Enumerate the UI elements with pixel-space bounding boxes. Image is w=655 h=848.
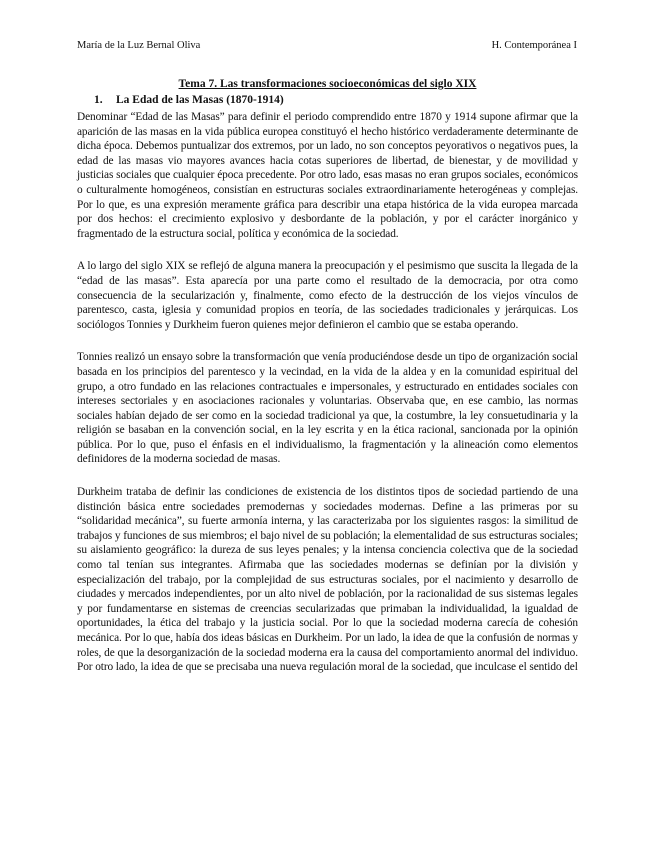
section-number: 1. xyxy=(94,94,103,106)
section-title: La Edad de las Masas (1870-1914) xyxy=(116,94,284,106)
page-title: Tema 7. Las transformaciones socioeconómicas del siglo XIX xyxy=(178,78,477,90)
paragraph-2: A lo largo del siglo XIX se reflejó de alguna manera la preocupación y el pesimismo que suscita la llegada de la “edad de las masas”. Esta aparecía por una parte como el resultado de la democracia, por otra como consecuencia de la secularización y, finalmente, como efecto de la destrucción de los viejos vínculos de parentesco, casta, iglesia y comunidad propios en teoría, de las sociedades tradicionales y jerárquicas. Los sociólogos Tonnies y Durkheim fueron quienes mejor definieron el cambio que se estaba operando. xyxy=(77,260,578,331)
document-body xyxy=(77,110,578,693)
paragraph-1: Denominar “Edad de las Masas” para definir el periodo comprendido entre 1870 y 1914 supone afirmar que la aparición de las masas en la vida pública europea constituyó el hecho histórico verdaderamente determinante de dicha época. Debemos puntualizar dos extremos, por un lado, no son conceptos peyorativos o negativos pues, la edad de las masas vio mayores avances hacia cotas superiores de libertad, de bienestar, y de movilidad y justicias sociales que cualquier época precedente. Por otro lado, esas masas no eran grupos sociales, económicos o culturalmente homogéneos, consistían en estructuras sociales extraordinariamente heterogéneas y complejas. Por lo que, es una expresión meramente gráfica para describir una etapa histórica de la vida europea marcada por dos hechos: el crecimiento explosivo y desbordante de la población, y por el carácter inorgánico y fragmentado de la estructura social, política y económica de la sociedad. xyxy=(77,111,578,240)
paragraph-4: Durkheim trataba de definir las condiciones de existencia de los distintos tipos de sociedad partiendo de una distinción básica entre sociedades premodernas y sociedades modernas. Define a las primeras por su “solidaridad mecánica”, su fuerte armonía interna, y las caracterizaba por los siguientes rasgos: la similitud de trabajos y funciones de sus miembros; el bajo nivel de su población; la elementalidad de sus estructuras sociales; su aislamiento geográfico: la dureza de sus leyes penales; y la intensa conciencia colectiva que de la sociedad como tal tenían sus integrantes. Afirmaba que las sociedades modernas se definían por la división y especialización del trabajo, por la complejidad de sus estructuras sociales, por el nacimiento y desarrollo de ciudades y mercados independientes, por un alto nivel de población, por la racionalidad de sus sistemas legales y por fundamentarse en sistemas de creencias secularizadas que primaban la individualidad, la igualdad de oportunidades, la ética del trabajo y la justicia social. Por lo que la sociedad moderna carecía de cohesión mecánica. Por lo que, había dos ideas básicas en Durkheim. Por un lado, la idea de que la confusión de normas y roles, de que la desorganización de la sociedad moderna era la causa del comportamiento anormal del individuo. Por otro lado, la idea de que se precisaba una nueva regulación moral de la sociedad, que inculcase el sentido del xyxy=(77,486,578,674)
section-heading xyxy=(94,94,284,106)
header-author: María de la Luz Bernal Oliva xyxy=(77,40,201,51)
header-course: H. Contemporánea I xyxy=(491,40,577,51)
paragraph-3: Tonnies realizó un ensayo sobre la transformación que venía produciéndose desde un tipo de organización social basada en los principios del parentesco y la vecindad, en la vida de la aldea y en la comunidad espiritual del grupo, a otro fundado en las relaciones contractuales e impersonales, y estructurado en entidades sociales con intereses sectoriales y en asociaciones racionales y voluntarias. Observaba que, en ese cambio, las normas sociales habían dejado de ser como en la sociedad tradicional ya que, la costumbre, la ley consuetudinaria y la religión se basaban en la convención social, en la ley escrita y en la ética racional, sancionada por la opinión pública. Por lo que, puso el énfasis en el individualismo, la fragmentación y la alineación como elementos definidores de la moderna sociedad de masas. xyxy=(77,351,578,466)
